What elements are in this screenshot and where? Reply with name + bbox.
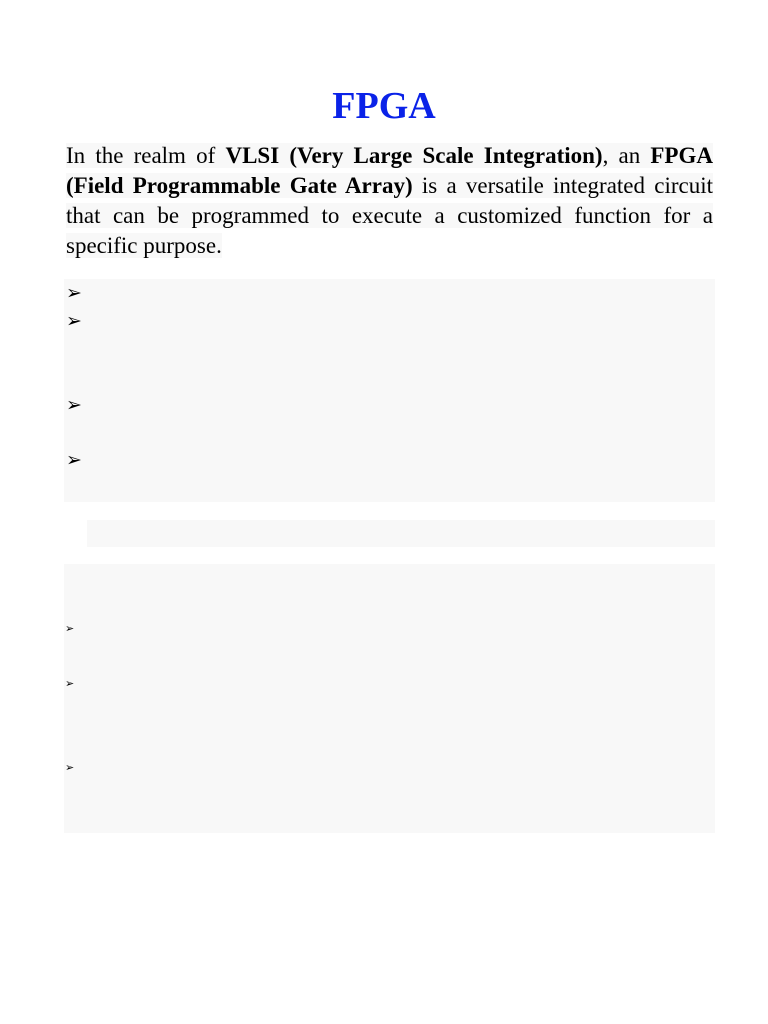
arrow-bullet-icon: ➢ bbox=[66, 282, 82, 304]
shaded-line-block bbox=[87, 520, 715, 547]
arrow-bullet-icon: ➢ bbox=[66, 310, 82, 332]
arrow-bullet-icon: ➢ bbox=[65, 677, 75, 690]
intro-text-3: is a versatile integrated circuit that can be programmed to execute a customized function for a specific purpose. bbox=[66, 173, 713, 258]
bullet-list-block-2 bbox=[64, 564, 715, 833]
intro-text-2: , an bbox=[602, 143, 651, 168]
intro-paragraph bbox=[66, 141, 713, 261]
arrow-bullet-icon: ➢ bbox=[65, 761, 75, 774]
page-title: FPGA bbox=[332, 85, 436, 127]
intro-bold-vlsi: VLSI (Very Large Scale Integration) bbox=[225, 143, 603, 168]
intro-bold-fpga: FPGA (Field Programmable Gate Array) bbox=[66, 143, 713, 198]
arrow-bullet-icon: ➢ bbox=[66, 394, 82, 416]
intro-text-1: In the realm of bbox=[66, 143, 226, 168]
arrow-bullet-icon: ➢ bbox=[66, 449, 82, 471]
bullet-list-block-1 bbox=[64, 279, 715, 502]
arrow-bullet-icon: ➢ bbox=[65, 622, 75, 635]
